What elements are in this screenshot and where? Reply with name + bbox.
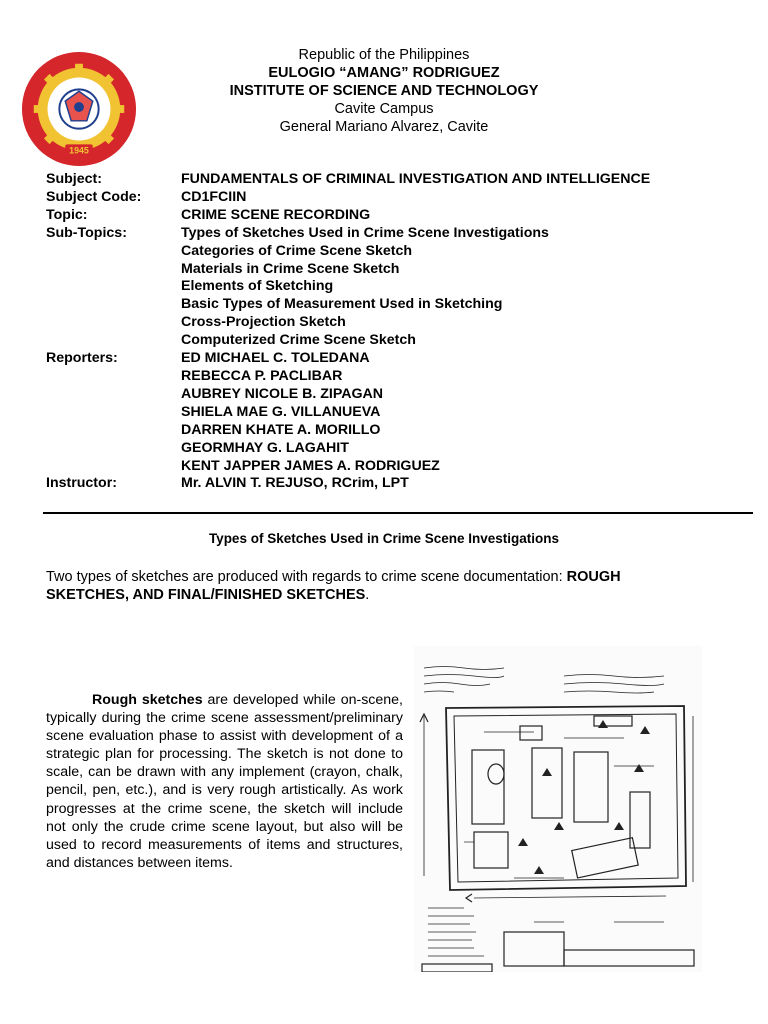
subtopics-row (46, 225, 650, 350)
subtopic-item: Types of Sketches Used in Crime Scene Investigations (181, 224, 549, 241)
instructor-row (46, 475, 650, 493)
subject-row (46, 171, 650, 189)
reporter-name: REBECCA P. PACLIBAR (181, 367, 343, 384)
institute-name-line1: EULOGIO “AMANG” RODRIGUEZ (268, 65, 500, 81)
subject-code-value: CD1FCIIN (181, 188, 247, 205)
subject-label: Subject: (46, 171, 102, 187)
republic-line: Republic of the Philippines (298, 47, 470, 63)
subtopic-item: Categories of Crime Scene Sketch (181, 242, 413, 259)
address-line: General Mariano Alvarez, Cavite (279, 119, 489, 135)
topic-value: CRIME SCENE RECORDING (181, 206, 371, 223)
institute-name-line2: INSTITUTE OF SCIENCE AND TECHNOLOGY (229, 83, 539, 99)
reporter-name: GEORMHAY G. LAGAHIT (181, 439, 349, 456)
intro-text: Two types of sketches are produced with regards to crime scene documentation: (46, 569, 567, 585)
instructor-label: Instructor: (46, 475, 117, 492)
course-info-table (46, 171, 650, 493)
subtopic-item: Basic Types of Measurement Used in Sketching (181, 296, 503, 313)
subject-code-row (46, 189, 650, 207)
topic-label: Topic: (46, 206, 88, 223)
reporter-name: DARREN KHATE A. MORILLO (181, 421, 381, 438)
reporters-row (46, 350, 650, 475)
rough-sketches-term: Rough sketches (92, 692, 203, 708)
section-heading: Types of Sketches Used in Crime Scene Investigations (208, 531, 560, 546)
reporters-list (181, 350, 440, 475)
campus-line: Cavite Campus (334, 101, 434, 117)
subtopic-item: Materials in Crime Scene Sketch (181, 260, 400, 277)
subtopics-list (181, 225, 549, 350)
reporter-name: KENT JAPPER JAMES A. RODRIGUEZ (181, 457, 440, 474)
subject-code-label: Subject Code: (46, 188, 142, 205)
reporters-label: Reporters: (46, 350, 118, 367)
subject-value: FUNDAMENTALS OF CRIMINAL INVESTIGATION AND INTELLIGENCE (181, 171, 651, 187)
rough-sketches-paragraph (46, 691, 403, 872)
subtopics-label: Sub-Topics: (46, 224, 127, 241)
institution-header (0, 46, 768, 136)
rough-sketch-image (414, 646, 702, 972)
intro-paragraph (46, 568, 686, 604)
reporter-name: ED MICHAEL C. TOLEDANA (181, 350, 370, 367)
subtopic-item: Cross-Projection Sketch (181, 314, 346, 331)
instructor-value: Mr. ALVIN T. REJUSO, RCrim, LPT (181, 475, 409, 492)
topic-row (46, 207, 650, 225)
svg-text:1945: 1945 (69, 145, 89, 156)
intro-end: . (365, 587, 370, 603)
section-divider (43, 512, 753, 514)
intro-bold-text: ROUGH SKETCHES, AND FINAL/FINISHED SKETCHES (46, 569, 621, 603)
rough-sketches-body: are developed while on-scene, typically during the crime scene assessment/preliminary scene evaluation phase to assist with development of a strategic plan for processing. The sketch is not done to scale, can be drawn with any implement (crayon, chalk, pencil, pen, etc.), and is very rough artistically. As work progresses at the crime scene, the sketch will include not only the crude crime scene layout, but also will be used to record measurements of items and structures, and distances between items. (46, 692, 403, 871)
subtopic-item: Computerized Crime Scene Sketch (181, 332, 416, 349)
subtopic-item: Elements of Sketching (181, 278, 334, 295)
reporter-name: SHIELA MAE G. VILLANUEVA (181, 403, 381, 420)
reporter-name: AUBREY NICOLE B. ZIPAGAN (181, 385, 384, 402)
